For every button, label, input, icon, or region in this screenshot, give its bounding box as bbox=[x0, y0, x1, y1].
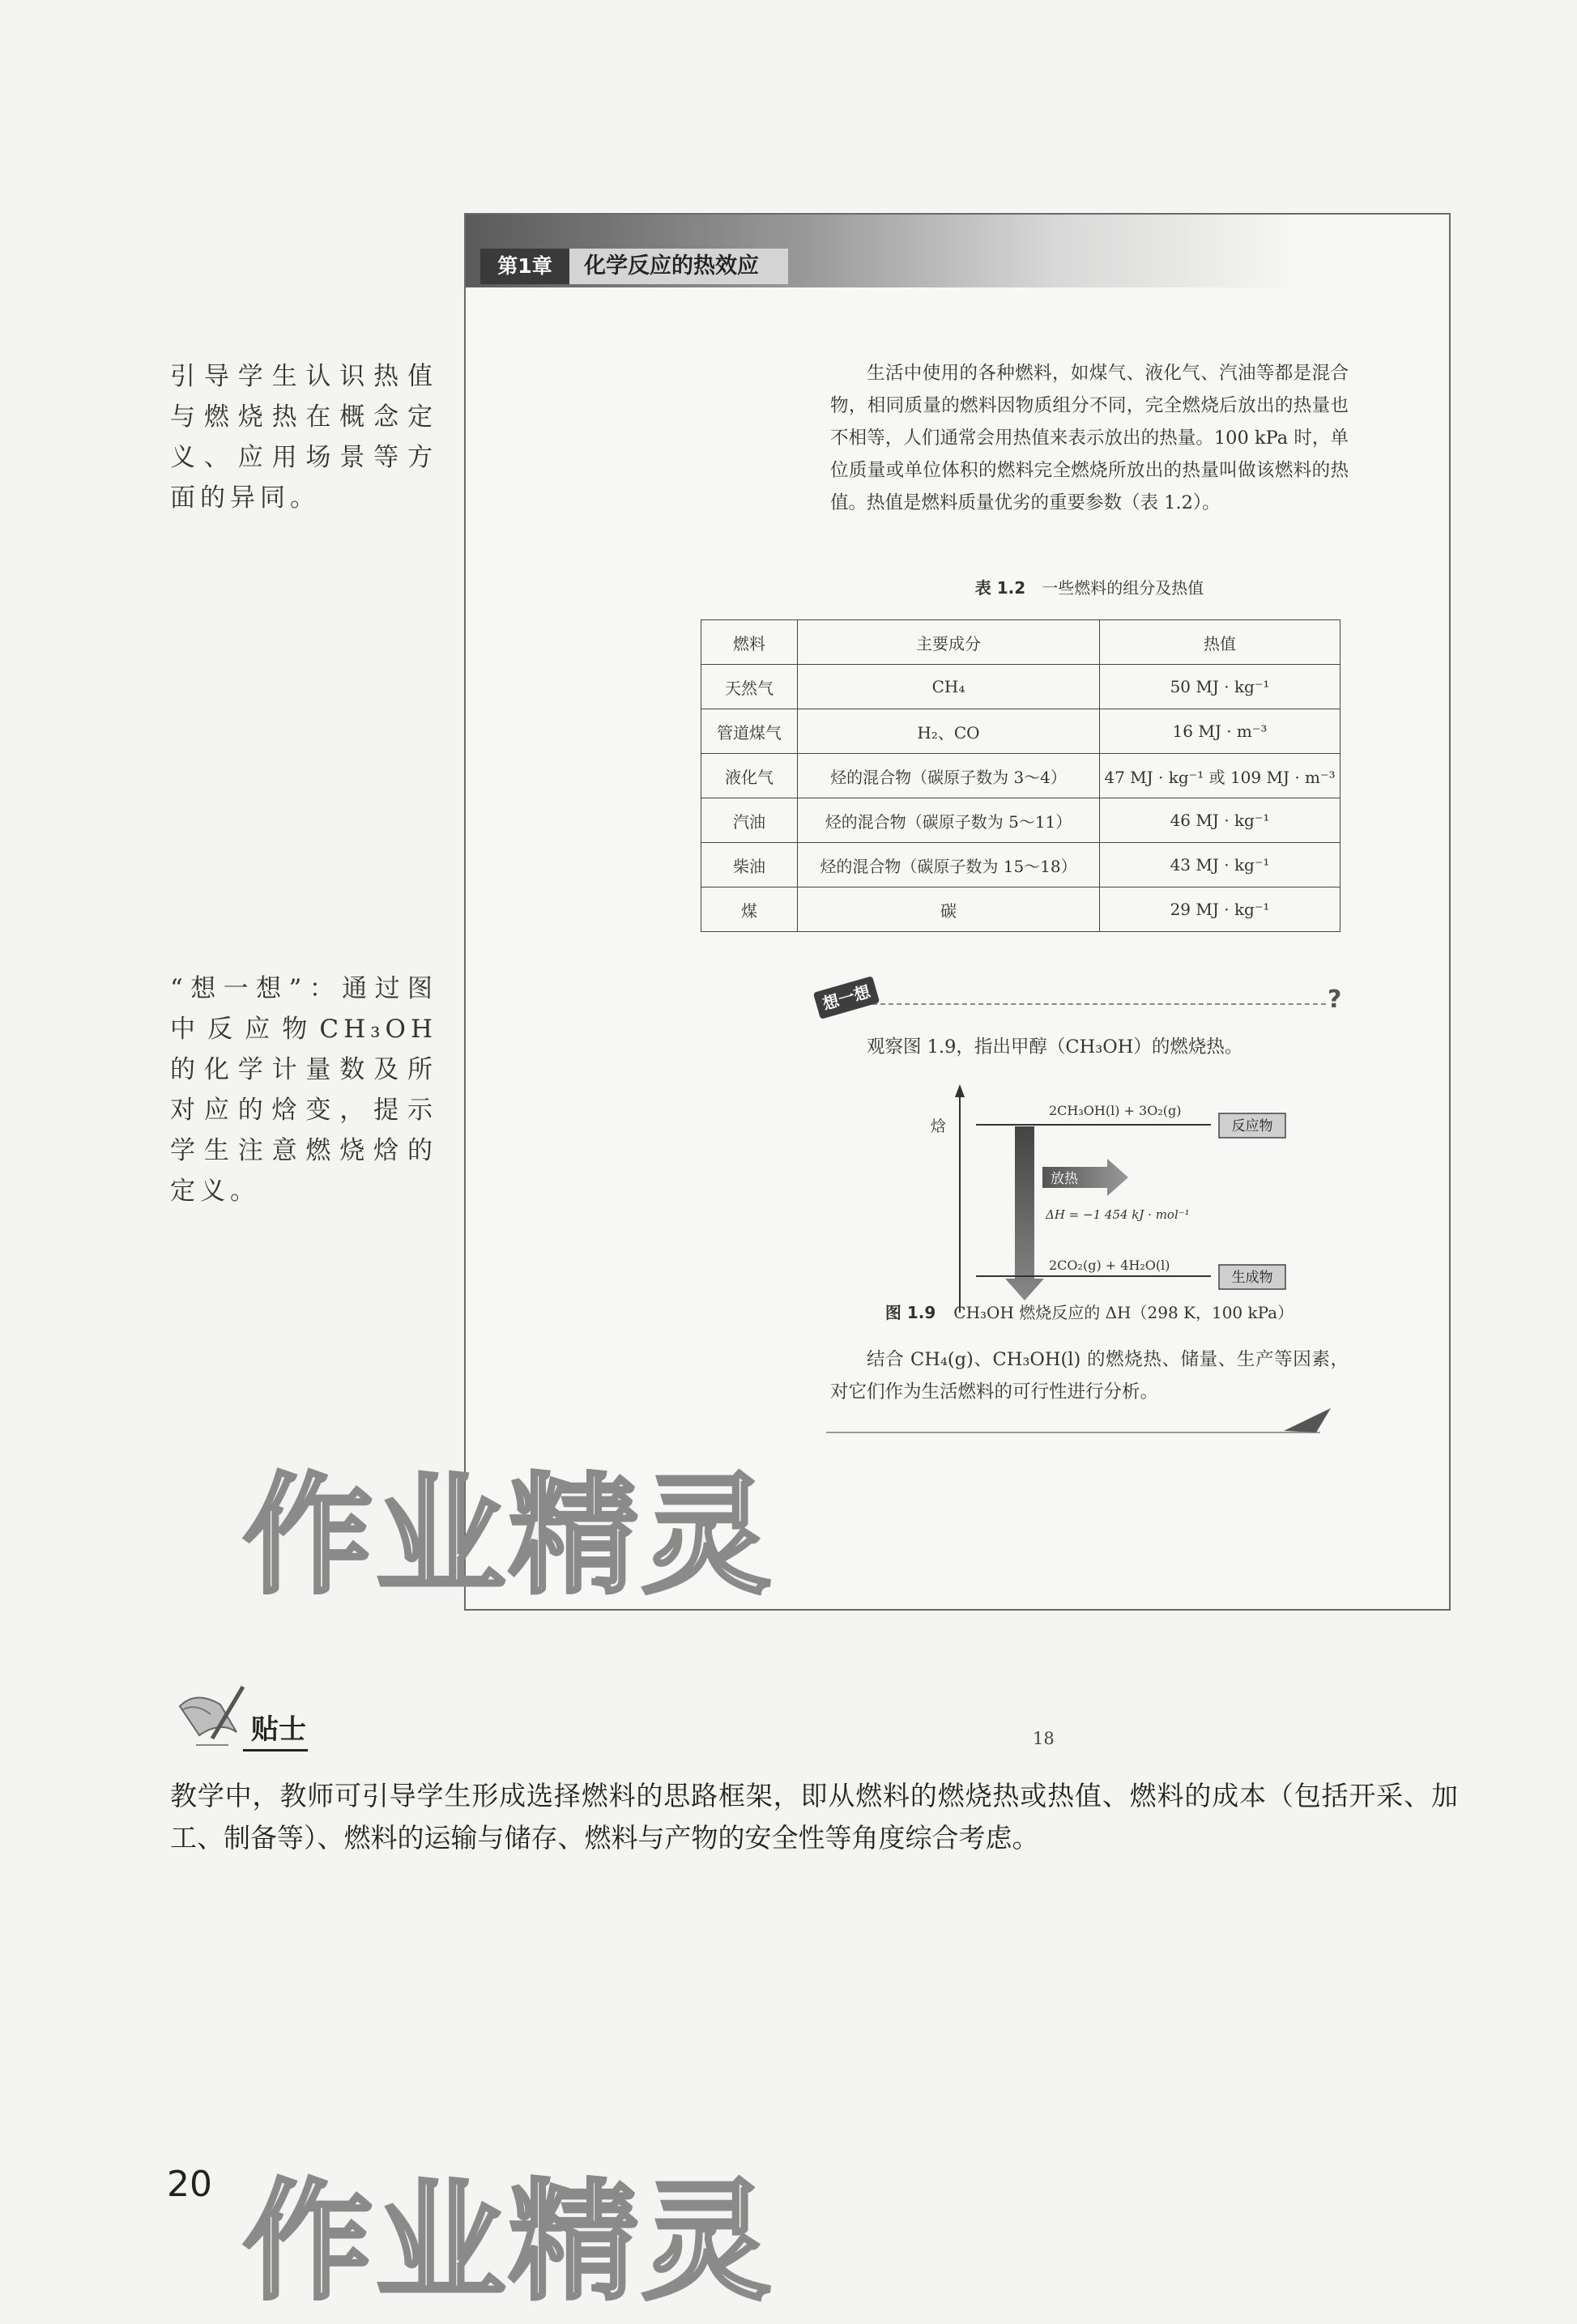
table-header-cell: 热值 bbox=[1100, 620, 1340, 665]
product-formula: 2CO₂(g) + 4H₂O(l) bbox=[1049, 1258, 1170, 1273]
closing-paragraph: 结合 CH₄(g)、CH₃OH(l) 的燃烧热、储量、生产等因素，对它们作为生活燃料的可行性进行分析。 bbox=[830, 1349, 1349, 1402]
table-row bbox=[701, 798, 1340, 843]
figure-caption bbox=[830, 1300, 1349, 1323]
figure-caption-number: 图 1.9 bbox=[884, 1303, 936, 1322]
watermark: 作业精灵 bbox=[243, 2166, 775, 2318]
table-cell: 液化气 bbox=[701, 754, 798, 798]
section-end-arrow-icon bbox=[1284, 1402, 1332, 1434]
table-cell: 煤 bbox=[701, 887, 798, 932]
table-cell: H₂、CO bbox=[798, 709, 1100, 754]
intro-paragraph: 生活中使用的各种燃料，如煤气、液化气、汽油等都是混合物，相同质量的燃料因物质组分不同，完全燃烧后放出的热量也不相等，人们通常会用热值来表示放出的热量。100 kPa 时，单位质量或单位体积的燃料完全燃烧所放出的热量叫做该燃料的热值。热值是燃料质量优劣的重要参数（表 1.2）。 bbox=[830, 363, 1349, 513]
chapter-label: 第1章 bbox=[480, 249, 569, 284]
think-prompt: 观察图 1.9，指出甲醇（CH₃OH）的燃烧热。 bbox=[867, 1036, 1243, 1058]
table-row bbox=[701, 887, 1340, 932]
figure-caption-text: CH₃OH 燃烧反应的 ΔH（298 K，100 kPa） bbox=[953, 1303, 1294, 1322]
heat-label: 放热 bbox=[1051, 1171, 1078, 1187]
table-cell: 16 MJ · m⁻³ bbox=[1100, 709, 1340, 754]
table-caption-text: 一些燃料的组分及热值 bbox=[1042, 578, 1204, 598]
textbook-page bbox=[464, 213, 1451, 1748]
table-cell: 烃的混合物（碳原子数为 3～4） bbox=[798, 754, 1100, 798]
margin-note-1: 引导学生认识热值与燃烧热在概念定义、应用场景等方面的异同。 bbox=[170, 362, 437, 513]
table-cell: 柴油 bbox=[701, 843, 798, 887]
enthalpy-diagram bbox=[895, 1078, 1332, 1321]
table-row bbox=[701, 665, 1340, 709]
table-cell: 管道煤气 bbox=[701, 709, 798, 754]
table-cell: 烃的混合物（碳原子数为 15～18） bbox=[798, 843, 1100, 887]
think-section-header bbox=[816, 973, 1350, 1029]
table-row bbox=[701, 754, 1340, 798]
table-header-cell: 燃料 bbox=[701, 620, 798, 665]
product-label: 生成物 bbox=[1231, 1270, 1273, 1286]
table-caption-number: 表 1.2 bbox=[974, 578, 1026, 598]
tip-title: 贴士 bbox=[251, 1713, 306, 1746]
table-row bbox=[701, 843, 1340, 887]
table-header-cell: 主要成分 bbox=[798, 620, 1100, 665]
axis-label: 焓 bbox=[931, 1117, 947, 1135]
reactant-label: 反应物 bbox=[1231, 1118, 1273, 1134]
table-cell: 天然气 bbox=[701, 665, 798, 709]
table-cell: 47 MJ · kg⁻¹ 或 109 MJ · m⁻³ bbox=[1100, 754, 1340, 798]
inner-page-number: 18 bbox=[1033, 1729, 1055, 1748]
table-cell: 汽油 bbox=[701, 798, 798, 843]
axis-arrow-icon bbox=[955, 1084, 965, 1097]
table-cell: 50 MJ · kg⁻¹ bbox=[1100, 665, 1340, 709]
table-cell: 碳 bbox=[798, 887, 1100, 932]
chapter-title: 化学反应的热效应 bbox=[569, 249, 788, 284]
scroll-pen-icon bbox=[172, 1682, 249, 1755]
heat-release-arrow-icon bbox=[1005, 1126, 1044, 1300]
table-header-row bbox=[701, 620, 1340, 665]
table-cell: 29 MJ · kg⁻¹ bbox=[1100, 887, 1340, 932]
think-dashed-line bbox=[872, 1003, 1326, 1005]
tip-underline bbox=[243, 1749, 308, 1752]
table-cell: 烃的混合物（碳原子数为 5～11） bbox=[798, 798, 1100, 843]
question-mark-icon: ? bbox=[1328, 985, 1342, 1014]
table-row bbox=[701, 709, 1340, 754]
page-number: 20 bbox=[167, 2164, 212, 2205]
margin-note-2: “想一想”：通过图中反应物CH₃OH的化学计量数及所对应的焓变，提示学生注意燃烧焓的定义。 bbox=[170, 974, 437, 1206]
table-cell: 43 MJ · kg⁻¹ bbox=[1100, 843, 1340, 887]
think-tag: 想一想 bbox=[813, 976, 880, 1019]
table-cell: 46 MJ · kg⁻¹ bbox=[1100, 798, 1340, 843]
reactant-formula: 2CH₃OH(l) + 3O₂(g) bbox=[1049, 1103, 1182, 1118]
table-cell: CH₄ bbox=[798, 665, 1100, 709]
delta-h-label: ΔH = −1 454 kJ · mol⁻¹ bbox=[1046, 1207, 1190, 1222]
fuel-table bbox=[701, 619, 1340, 932]
table-caption bbox=[830, 575, 1349, 598]
section-end-line bbox=[826, 1432, 1320, 1433]
watermark: 作业精灵 bbox=[243, 1460, 775, 1611]
tip-text: 教学中，教师可引导学生形成选择燃料的思路框架，即从燃料的燃烧热或热值、燃料的成本（包括开采、加工、制备等）、燃料的运输与储存、燃料与产物的安全性等角度综合考虑。 bbox=[170, 1780, 1458, 1854]
